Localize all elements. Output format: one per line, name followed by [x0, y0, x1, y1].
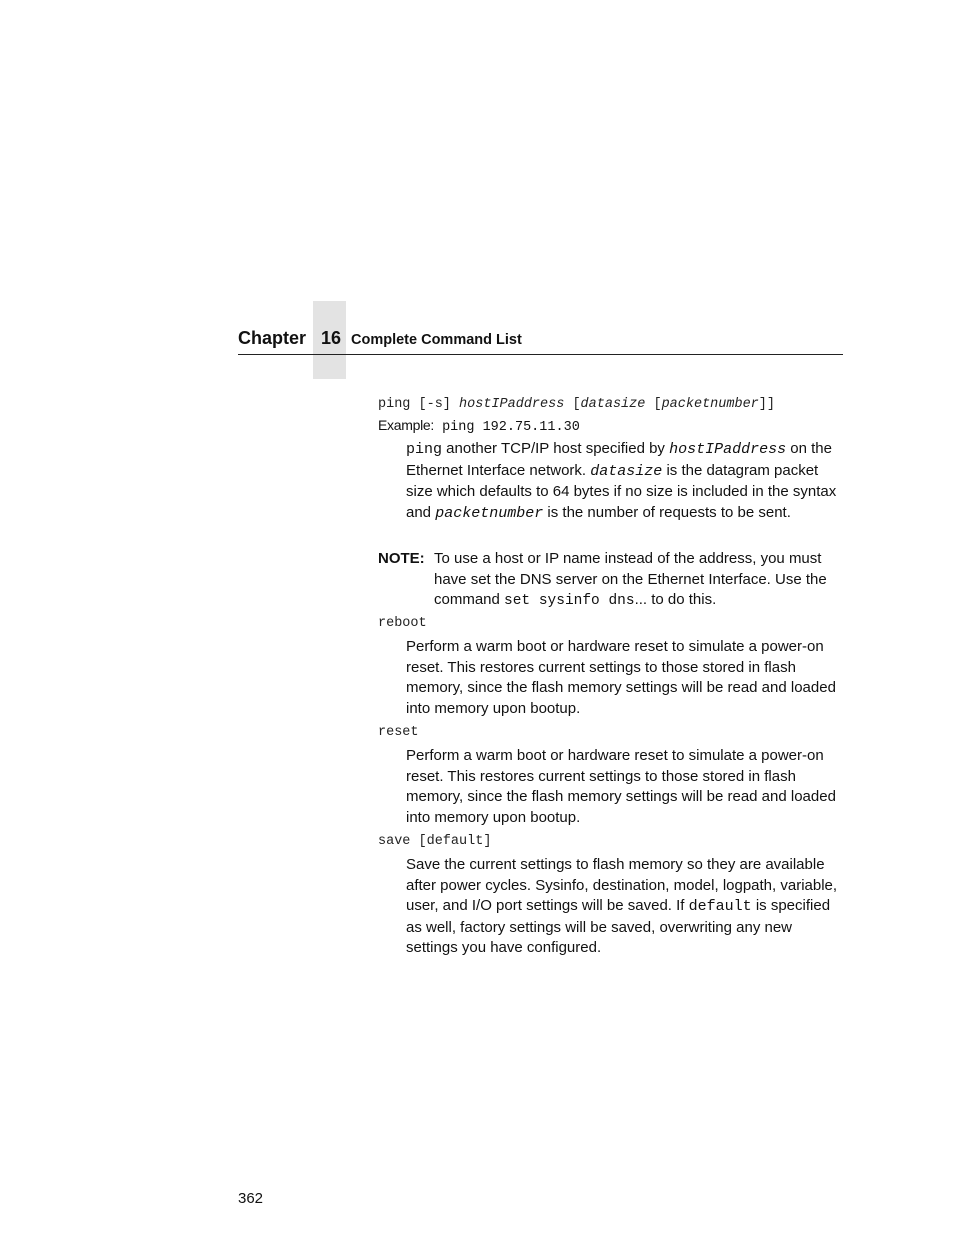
ping-desc-packetnumber: packetnumber	[435, 504, 544, 522]
note-text-part: To use a host or IP name instead of the address, you must have set the DNS server on the Ethernet Interface. Use the command	[434, 550, 827, 608]
ping-example-label: Example:	[378, 417, 434, 433]
note-command: set sysinfo dns	[504, 593, 635, 609]
header-rule	[238, 354, 843, 355]
ping-desc-cmd: ping	[406, 441, 443, 458]
reboot-description: Perform a warm boot or hardware reset to simulate a power-on reset. This restores current settings to those stored in flash memory, since the flash memory settings will be read and loaded into memory upon bootup.	[406, 638, 836, 717]
save-description	[406, 855, 842, 959]
reset-syntax: reset	[378, 725, 419, 740]
ping-desc-host: hostIPaddress	[669, 441, 787, 458]
save-desc-text: is specified as well, factory settings will be saved, overwriting any new settings you have configured.	[406, 897, 831, 956]
ping-syntax-bracket1: [	[564, 397, 581, 412]
save-desc-default: default	[688, 898, 752, 915]
chapter-number: 16	[321, 328, 342, 348]
note-label: NOTE:	[378, 550, 425, 567]
ping-desc-text: is the number of requests to be sent.	[543, 503, 791, 521]
ping-syntax-bracket2: [	[645, 397, 662, 412]
ping-desc-text: is the datagram packet size which defaults to 64 bytes if no size is included in the syntax and	[406, 461, 837, 521]
ping-syntax-close: ]]	[758, 397, 775, 412]
ping-syntax-packetnumber: packetnumber	[661, 397, 759, 412]
ping-syntax	[378, 397, 775, 412]
ping-example	[378, 417, 580, 435]
note-text-part: ... to do this.	[634, 591, 717, 608]
ping-example-cmd: ping 192.75.11.30	[433, 420, 580, 435]
reboot-syntax: reboot	[378, 616, 427, 631]
chapter-label: Chapter	[238, 328, 307, 348]
save-syntax: save [default]	[378, 834, 492, 849]
ping-syntax-cmd: ping [-s]	[378, 397, 460, 412]
ping-syntax-datasize: datasize	[580, 397, 646, 412]
ping-description	[406, 439, 842, 524]
ping-desc-datasize: datasize	[590, 462, 663, 480]
page-number: 362	[238, 1190, 264, 1207]
note-text	[434, 549, 844, 612]
reset-description: Perform a warm boot or hardware reset to simulate a power-on reset. This restores current settings to those stored in flash memory, since the flash memory settings will be read and loaded into memory upon bootup.	[406, 747, 836, 826]
ping-desc-text: on the Ethernet Interface network.	[406, 440, 832, 479]
chapter-title: Complete Command List	[351, 332, 522, 348]
save-desc-text: Save the current settings to flash memory so they are available after power cycles. Sysinfo, destination, model, logpath, variable, user, and I/O port settings will be saved. If	[406, 856, 838, 914]
ping-syntax-host: hostIPaddress	[459, 397, 565, 412]
ping-desc-text: another TCP/IP host specified by	[442, 440, 670, 457]
